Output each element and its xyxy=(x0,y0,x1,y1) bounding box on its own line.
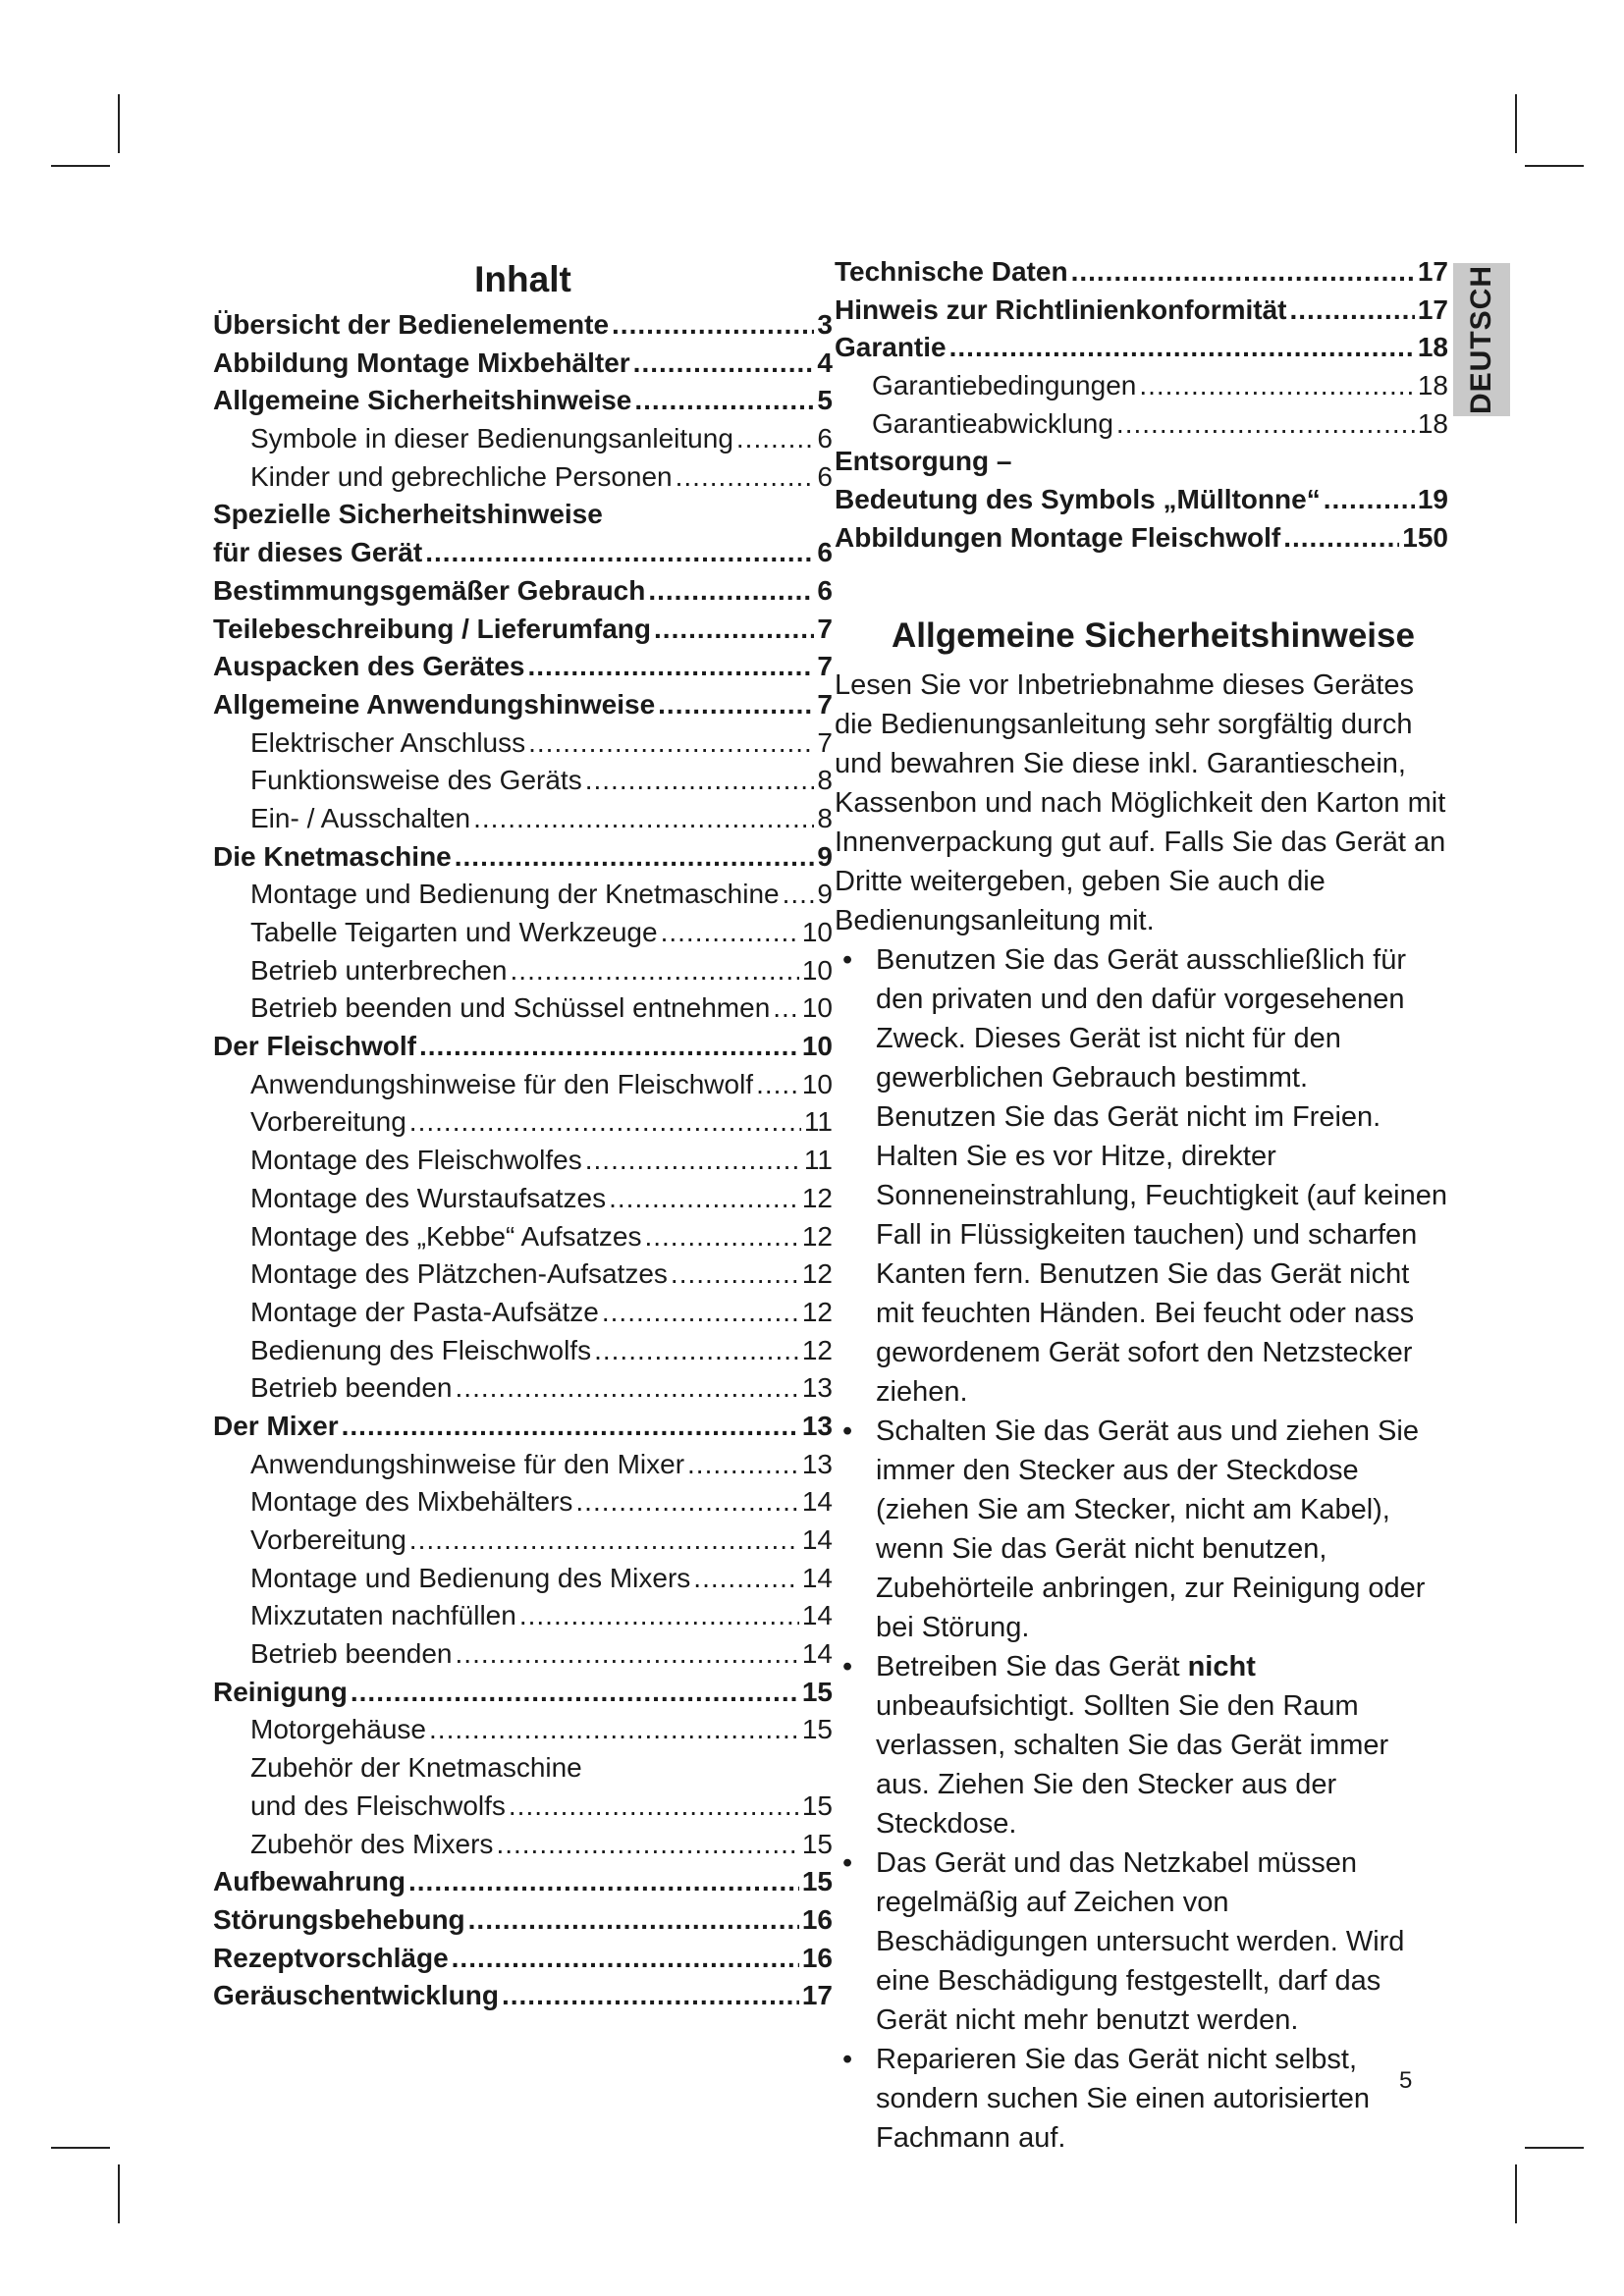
toc-entry-page: 14 xyxy=(801,1600,833,1631)
toc-left-column xyxy=(213,253,833,2015)
toc-entry xyxy=(213,952,833,990)
toc-entry-page: 17 xyxy=(1417,294,1448,325)
toc-entry-page: 6 xyxy=(817,574,833,606)
toc-leader-dots xyxy=(783,876,815,914)
toc-entry-label: Motorgehäuse xyxy=(250,1714,427,1745)
toc-leader-dots xyxy=(455,838,815,877)
toc-entry-label: Technische Daten xyxy=(835,256,1068,287)
toc-entry xyxy=(213,1711,833,1749)
toc-entry xyxy=(835,405,1448,444)
toc-entry-label: Symbole in dieser Bedienungsanleitung xyxy=(250,423,733,454)
bullet-text-emphasis: nicht xyxy=(1187,1650,1256,1682)
bullet-text: Benutzen Sie das Gerät ausschließlich für den privaten und den dafür vorgesehenen Zweck. Dieses Gerät ist nicht für den gewerblichen Gebrauch bestimmt. xyxy=(876,943,1406,1094)
toc-leader-dots xyxy=(609,1180,799,1218)
section-heading: Allgemeine Sicherheitshinweise xyxy=(892,615,1415,655)
toc-entry xyxy=(213,382,833,420)
toc-leader-dots xyxy=(661,914,799,952)
toc-entry xyxy=(213,1597,833,1635)
toc-entry-label: Allgemeine Sicherheitshinweise xyxy=(213,385,632,416)
bullet-icon: • xyxy=(842,2043,853,2075)
toc-entry-page: 3 xyxy=(817,309,833,340)
toc-entry xyxy=(213,534,833,572)
toc-leader-dots xyxy=(585,1142,801,1180)
toc-leader-dots xyxy=(473,800,814,838)
crop-mark xyxy=(1515,94,1517,153)
toc-entry-page: 9 xyxy=(817,840,833,872)
crop-mark xyxy=(118,94,120,153)
toc-entry xyxy=(213,458,833,497)
toc-leader-dots xyxy=(1139,367,1415,405)
toc-entry-label: Montage des Wurstaufsatzes xyxy=(250,1182,607,1213)
toc-leader-dots xyxy=(756,1066,799,1104)
toc-entry-label: Der Fleischwolf xyxy=(213,1031,416,1062)
toc-entry-label: Übersicht der Bedienelemente xyxy=(213,309,610,340)
toc-entry-label: Zubehör des Mixers xyxy=(250,1828,494,1859)
toc-leader-dots xyxy=(342,1408,799,1446)
toc-entry-label: Kinder und gebrechliche Personen xyxy=(250,460,673,492)
toc-entry xyxy=(213,306,833,345)
toc-entry-label: Garantieabwicklung xyxy=(872,407,1113,439)
toc-entry-label: Auspacken des Gerätes xyxy=(213,651,525,682)
toc-entry-label: Betrieb beenden und Schüssel entnehmen xyxy=(250,992,771,1024)
bullet-icon: • xyxy=(842,943,853,976)
toc-entry-page: 10 xyxy=(801,1068,833,1099)
toc-entry-page: 15 xyxy=(801,1789,833,1821)
toc-leader-dots xyxy=(648,572,814,611)
toc-leader-dots xyxy=(676,458,815,497)
toc-leader-dots xyxy=(509,1788,799,1826)
toc-entry xyxy=(213,1674,833,1712)
toc-entry xyxy=(213,1522,833,1560)
toc-entry-page: 8 xyxy=(817,802,833,833)
toc-entry-label: Vorbereitung xyxy=(250,1524,406,1555)
toc-entry xyxy=(213,762,833,800)
toc-entry-label: Mixzutaten nachfüllen xyxy=(250,1600,516,1631)
toc-entry xyxy=(213,1332,833,1370)
toc-entry-page: 12 xyxy=(801,1182,833,1213)
list-item xyxy=(835,1647,1448,1843)
bullet-text-after: unbeaufsichtigt. Sollten Sie den Raum verlassen, schalten Sie das Gerät immer aus. Ziehen Sie den Stecker aus der Steckdose. xyxy=(876,1689,1389,1840)
bullet-icon: • xyxy=(842,1846,853,1879)
toc-entry xyxy=(213,724,833,763)
toc-leader-dots xyxy=(602,1294,799,1332)
toc-leader-dots xyxy=(736,420,815,458)
toc-leader-dots xyxy=(528,648,815,686)
toc-entry xyxy=(213,1826,833,1864)
toc-entry xyxy=(213,611,833,649)
bullet-text: Reparieren Sie das Gerät nicht selbst, sondern suchen Sie einen autorisierten Fachmann auf. xyxy=(876,2043,1370,2154)
toc-leader-dots xyxy=(452,1940,799,1978)
toc-leader-dots xyxy=(456,1635,799,1674)
toc-leader-dots xyxy=(409,1522,799,1560)
toc-entry xyxy=(213,345,833,383)
toc-entry-label: Entsorgung – xyxy=(835,446,1012,477)
toc-entry-page: 13 xyxy=(801,1410,833,1441)
crop-mark xyxy=(1515,2164,1517,2223)
toc-entry-page: 8 xyxy=(817,765,833,796)
toc-entry-label: Bedienung des Fleischwolfs xyxy=(250,1334,592,1365)
toc-entry-label: Anwendungshinweise für den Fleischwolf xyxy=(250,1068,754,1099)
toc-entry xyxy=(213,1294,833,1332)
toc-entry-page: 7 xyxy=(817,688,833,720)
toc-entry-page: 15 xyxy=(801,1828,833,1859)
toc-entry xyxy=(835,367,1448,405)
toc-entry-label: Geräuschentwicklung xyxy=(213,1980,499,2011)
bullet-text xyxy=(876,1647,1448,1843)
crop-mark xyxy=(51,2147,110,2149)
page-number: 5 xyxy=(1399,2067,1413,2094)
toc-leader-dots xyxy=(687,1446,799,1484)
toc-entry-page: 16 xyxy=(801,1942,833,1973)
toc-entry xyxy=(213,686,833,724)
toc-entry-label: Betrieb beenden xyxy=(250,1372,453,1404)
toc-entry xyxy=(213,1560,833,1598)
toc-entry-page: 9 xyxy=(817,879,833,910)
toc-entry-page: 11 xyxy=(803,1106,833,1138)
right-column xyxy=(835,253,1448,2158)
toc-list-continued xyxy=(835,253,1448,558)
toc-entry xyxy=(835,329,1448,367)
bullet-text: Schalten Sie das Gerät aus und ziehen Sie immer den Stecker aus der Steckdose (ziehen Sie am Stecker, nicht am Kabel), wenn Sie das Gerät nicht benutzen, Zubehörteile anbringen, zur Reinigung oder bei Störung. xyxy=(876,1415,1426,1643)
toc-entry-page: 7 xyxy=(817,651,833,682)
toc-entry-label: Anwendungshinweise für den Mixer xyxy=(250,1448,685,1479)
toc-leader-dots xyxy=(773,989,799,1028)
toc-entry xyxy=(213,1788,833,1826)
toc-entry xyxy=(213,989,833,1028)
toc-entry xyxy=(213,914,833,952)
toc-leader-dots xyxy=(409,1103,801,1142)
toc-leader-dots xyxy=(658,686,814,724)
toc-entry-page: 10 xyxy=(801,917,833,947)
toc-entry xyxy=(835,253,1448,292)
toc-entry-page: 11 xyxy=(803,1145,833,1176)
toc-leader-dots xyxy=(502,1977,799,2015)
list-item xyxy=(835,1843,1448,2040)
toc-leader-dots xyxy=(511,952,799,990)
toc-entry-page: 6 xyxy=(817,423,833,454)
toc-entry xyxy=(213,1369,833,1408)
toc-entry xyxy=(213,1142,833,1180)
toc-entry-label: Montage des Plätzchen-Aufsatzes xyxy=(250,1258,668,1290)
toc-entry xyxy=(213,1255,833,1294)
toc-entry-page: 6 xyxy=(817,537,833,568)
toc-entry-label: Die Knetmaschine xyxy=(213,840,452,872)
toc-entry-label: Rezeptvorschläge xyxy=(213,1942,449,1973)
toc-entry-label: Montage des Mixbehälters xyxy=(250,1486,573,1518)
toc-leader-dots xyxy=(1116,405,1415,444)
toc-leader-dots xyxy=(671,1255,799,1294)
bullet-icon: • xyxy=(842,1650,853,1682)
bullet-text-before: Betreiben Sie das Gerät xyxy=(876,1650,1188,1682)
toc-entry xyxy=(213,1940,833,1978)
toc-entry-label: Elektrischer Anschluss xyxy=(250,726,526,758)
toc-entry-page: 4 xyxy=(817,347,833,378)
toc-entry-page: 7 xyxy=(817,613,833,644)
toc-leader-dots xyxy=(654,611,814,649)
toc-entry xyxy=(213,1218,833,1256)
section-intro: Lesen Sie vor Inbetriebnahme dieses Gerätes die Bedienungsanleitung sehr sorgfältig durch und bewahren Sie diese inkl. Garantieschein, Kassenbon und nach Möglichkeit den Karton mit Innenverpackung gut auf. Falls Sie das Gerät an Dritte weitergeben, geben Sie auch die Bedienungsanleitung mit. xyxy=(835,668,1446,936)
toc-entry-page: 19 xyxy=(1417,484,1448,515)
list-item xyxy=(835,1412,1448,1647)
crop-mark xyxy=(1525,2147,1584,2149)
toc-entry xyxy=(835,292,1448,330)
toc-entry xyxy=(213,1863,833,1901)
toc-leader-dots xyxy=(408,1863,799,1901)
toc-entry-page: 12 xyxy=(801,1258,833,1290)
toc-leader-dots xyxy=(1289,292,1414,330)
toc-entry-label: Garantie xyxy=(835,332,947,363)
crop-mark xyxy=(118,2164,120,2223)
toc-leader-dots xyxy=(429,1711,799,1749)
toc-entry-label: Störungsbehebung xyxy=(213,1903,465,1935)
toc-entry xyxy=(213,1483,833,1522)
toc-entry-page: 10 xyxy=(801,954,833,986)
language-tab xyxy=(1453,263,1510,416)
toc-leader-dots xyxy=(496,1826,798,1864)
toc-entry-page: 18 xyxy=(1417,407,1448,439)
bullet-text: Das Gerät und das Netzkabel müssen regelmäßig auf Zeichen von Beschädigungen untersucht werden. Wird eine Beschädigung festgestellt, darf das Gerät nicht mehr benutzt werden. xyxy=(876,1846,1405,2036)
toc-entry-page: 14 xyxy=(801,1486,833,1518)
toc-entry-label: Teilebeschreibung / Lieferumfang xyxy=(213,613,652,644)
toc-entry-page: 7 xyxy=(817,726,833,758)
toc-entry-page: 14 xyxy=(801,1638,833,1670)
toc-entry-page: 18 xyxy=(1417,332,1448,363)
toc-entry-page: 18 xyxy=(1417,370,1448,401)
toc-leader-dots xyxy=(351,1674,799,1712)
toc-entry xyxy=(835,519,1448,558)
toc-leader-dots xyxy=(949,329,1415,367)
toc-entry-page: 17 xyxy=(801,1980,833,2011)
toc-entry-label: für dieses Gerät xyxy=(213,537,423,568)
toc-entry-page: 5 xyxy=(817,385,833,416)
toc-entry-label: Tabelle Teigarten und Werkzeuge xyxy=(250,917,658,947)
language-tab-label: DEUTSCH xyxy=(1465,264,1497,415)
bullet-icon: • xyxy=(842,1415,853,1447)
toc-entry xyxy=(213,1446,833,1484)
toc-entry-label: Der Mixer xyxy=(213,1410,339,1441)
toc-entry-label: Abbildung Montage Mixbehälter xyxy=(213,347,630,378)
toc-entry-label: und des Fleischwolfs xyxy=(250,1789,506,1821)
crop-mark xyxy=(1525,165,1584,167)
toc-entry xyxy=(213,1901,833,1940)
toc-entry-page: 13 xyxy=(801,1372,833,1404)
toc-leader-dots xyxy=(419,1028,799,1066)
toc-entry-label: Abbildungen Montage Fleischwolf xyxy=(835,521,1281,553)
toc-entry xyxy=(213,1066,833,1104)
toc-entry-page: 10 xyxy=(801,1031,833,1062)
toc-entry-label: Ein- / Ausschalten xyxy=(250,802,471,833)
toc-entry-page: 15 xyxy=(801,1866,833,1897)
toc-entry-label: Montage des Fleischwolfes xyxy=(250,1145,582,1176)
safety-bullet-list xyxy=(835,940,1448,2158)
toc-entry xyxy=(213,1635,833,1674)
toc-leader-dots xyxy=(468,1901,799,1940)
toc-leader-dots xyxy=(1324,481,1415,519)
toc-entry-label: Garantiebedingungen xyxy=(872,370,1137,401)
toc-entry-label: Funktionsweise des Geräts xyxy=(250,765,582,796)
toc-leader-dots xyxy=(575,1483,798,1522)
toc-entry-page: 14 xyxy=(801,1524,833,1555)
toc-entry-label: Spezielle Sicherheitshinweise xyxy=(213,499,603,530)
toc-leader-dots xyxy=(456,1369,799,1408)
toc-entry xyxy=(213,496,833,534)
toc-entry-label: Zubehör der Knetmaschine xyxy=(250,1752,582,1784)
toc-leader-dots xyxy=(1283,519,1399,558)
toc-entry-page: 14 xyxy=(801,1562,833,1593)
toc-leader-dots xyxy=(612,306,814,345)
toc-entry-page: 150 xyxy=(1402,521,1448,553)
toc-entry xyxy=(213,648,833,686)
toc-entry-page: 12 xyxy=(801,1220,833,1252)
toc-leader-dots xyxy=(644,1218,798,1256)
toc-entry-label: Montage des „Kebbe“ Aufsatzes xyxy=(250,1220,642,1252)
toc-entry xyxy=(213,1180,833,1218)
toc-entry-page: 17 xyxy=(1417,256,1448,287)
toc-list xyxy=(213,306,833,2015)
toc-entry-label: Bedeutung des Symbols „Mülltonne“ xyxy=(835,484,1321,515)
toc-entry xyxy=(835,443,1448,481)
toc-leader-dots xyxy=(634,382,814,420)
bullet-continuation: Benutzen Sie das Gerät nicht im Freien. Halten Sie es vor Hitze, direkter Sonneneinstrahlung, Feuchtigkeit (auf keinen Fall in Flüssigkeiten tauchen) und scharfen Kanten fern. Benutzen Sie das Gerät nicht mit feuchten Händen. Bei feucht oder nass gewordenem Gerät sofort den Netzstecker ziehen. xyxy=(876,1100,1447,1408)
toc-entry-label: Montage und Bedienung der Knetmaschine xyxy=(250,879,780,910)
toc-entry-label: Allgemeine Anwendungshinweise xyxy=(213,688,656,720)
toc-entry-page: 13 xyxy=(801,1448,833,1479)
toc-entry xyxy=(835,481,1448,519)
toc-leader-dots xyxy=(585,762,815,800)
toc-leader-dots xyxy=(519,1597,799,1635)
toc-entry-label: Betrieb unterbrechen xyxy=(250,954,508,986)
toc-entry-page: 12 xyxy=(801,1296,833,1327)
toc-entry-page: 16 xyxy=(801,1903,833,1935)
toc-entry-label: Bestimmungsgemäßer Gebrauch xyxy=(213,574,646,606)
toc-entry-label: Hinweis zur Richtlinienkonformität xyxy=(835,294,1287,325)
toc-entry xyxy=(213,572,833,611)
crop-mark xyxy=(51,165,110,167)
toc-leader-dots xyxy=(693,1560,799,1598)
toc-leader-dots xyxy=(1071,253,1415,292)
toc-leader-dots xyxy=(633,345,815,383)
toc-entry xyxy=(213,1103,833,1142)
toc-leader-dots xyxy=(594,1332,799,1370)
toc-entry-page: 6 xyxy=(817,460,833,492)
toc-entry-label: Vorbereitung xyxy=(250,1106,406,1138)
toc-entry-label: Montage der Pasta-Aufsätze xyxy=(250,1296,599,1327)
toc-entry xyxy=(213,420,833,458)
toc-leader-dots xyxy=(528,724,814,763)
toc-entry-label: Reinigung xyxy=(213,1676,348,1707)
toc-entry xyxy=(213,1749,833,1788)
toc-leader-dots xyxy=(425,534,814,572)
toc-entry xyxy=(213,1408,833,1446)
list-item xyxy=(835,940,1448,1412)
toc-entry xyxy=(213,800,833,838)
toc-entry-label: Montage und Bedienung des Mixers xyxy=(250,1562,691,1593)
toc-entry xyxy=(213,838,833,877)
toc-entry-page: 15 xyxy=(801,1714,833,1745)
list-item xyxy=(835,2040,1448,2158)
toc-entry-page: 10 xyxy=(801,992,833,1024)
toc-entry-page: 15 xyxy=(801,1676,833,1707)
toc-title: Inhalt xyxy=(474,259,571,299)
toc-entry xyxy=(213,1977,833,2015)
toc-entry-label: Betrieb beenden xyxy=(250,1638,453,1670)
toc-entry-page: 12 xyxy=(801,1334,833,1365)
toc-entry xyxy=(213,876,833,914)
toc-entry xyxy=(213,1028,833,1066)
toc-entry-label: Aufbewahrung xyxy=(213,1866,406,1897)
